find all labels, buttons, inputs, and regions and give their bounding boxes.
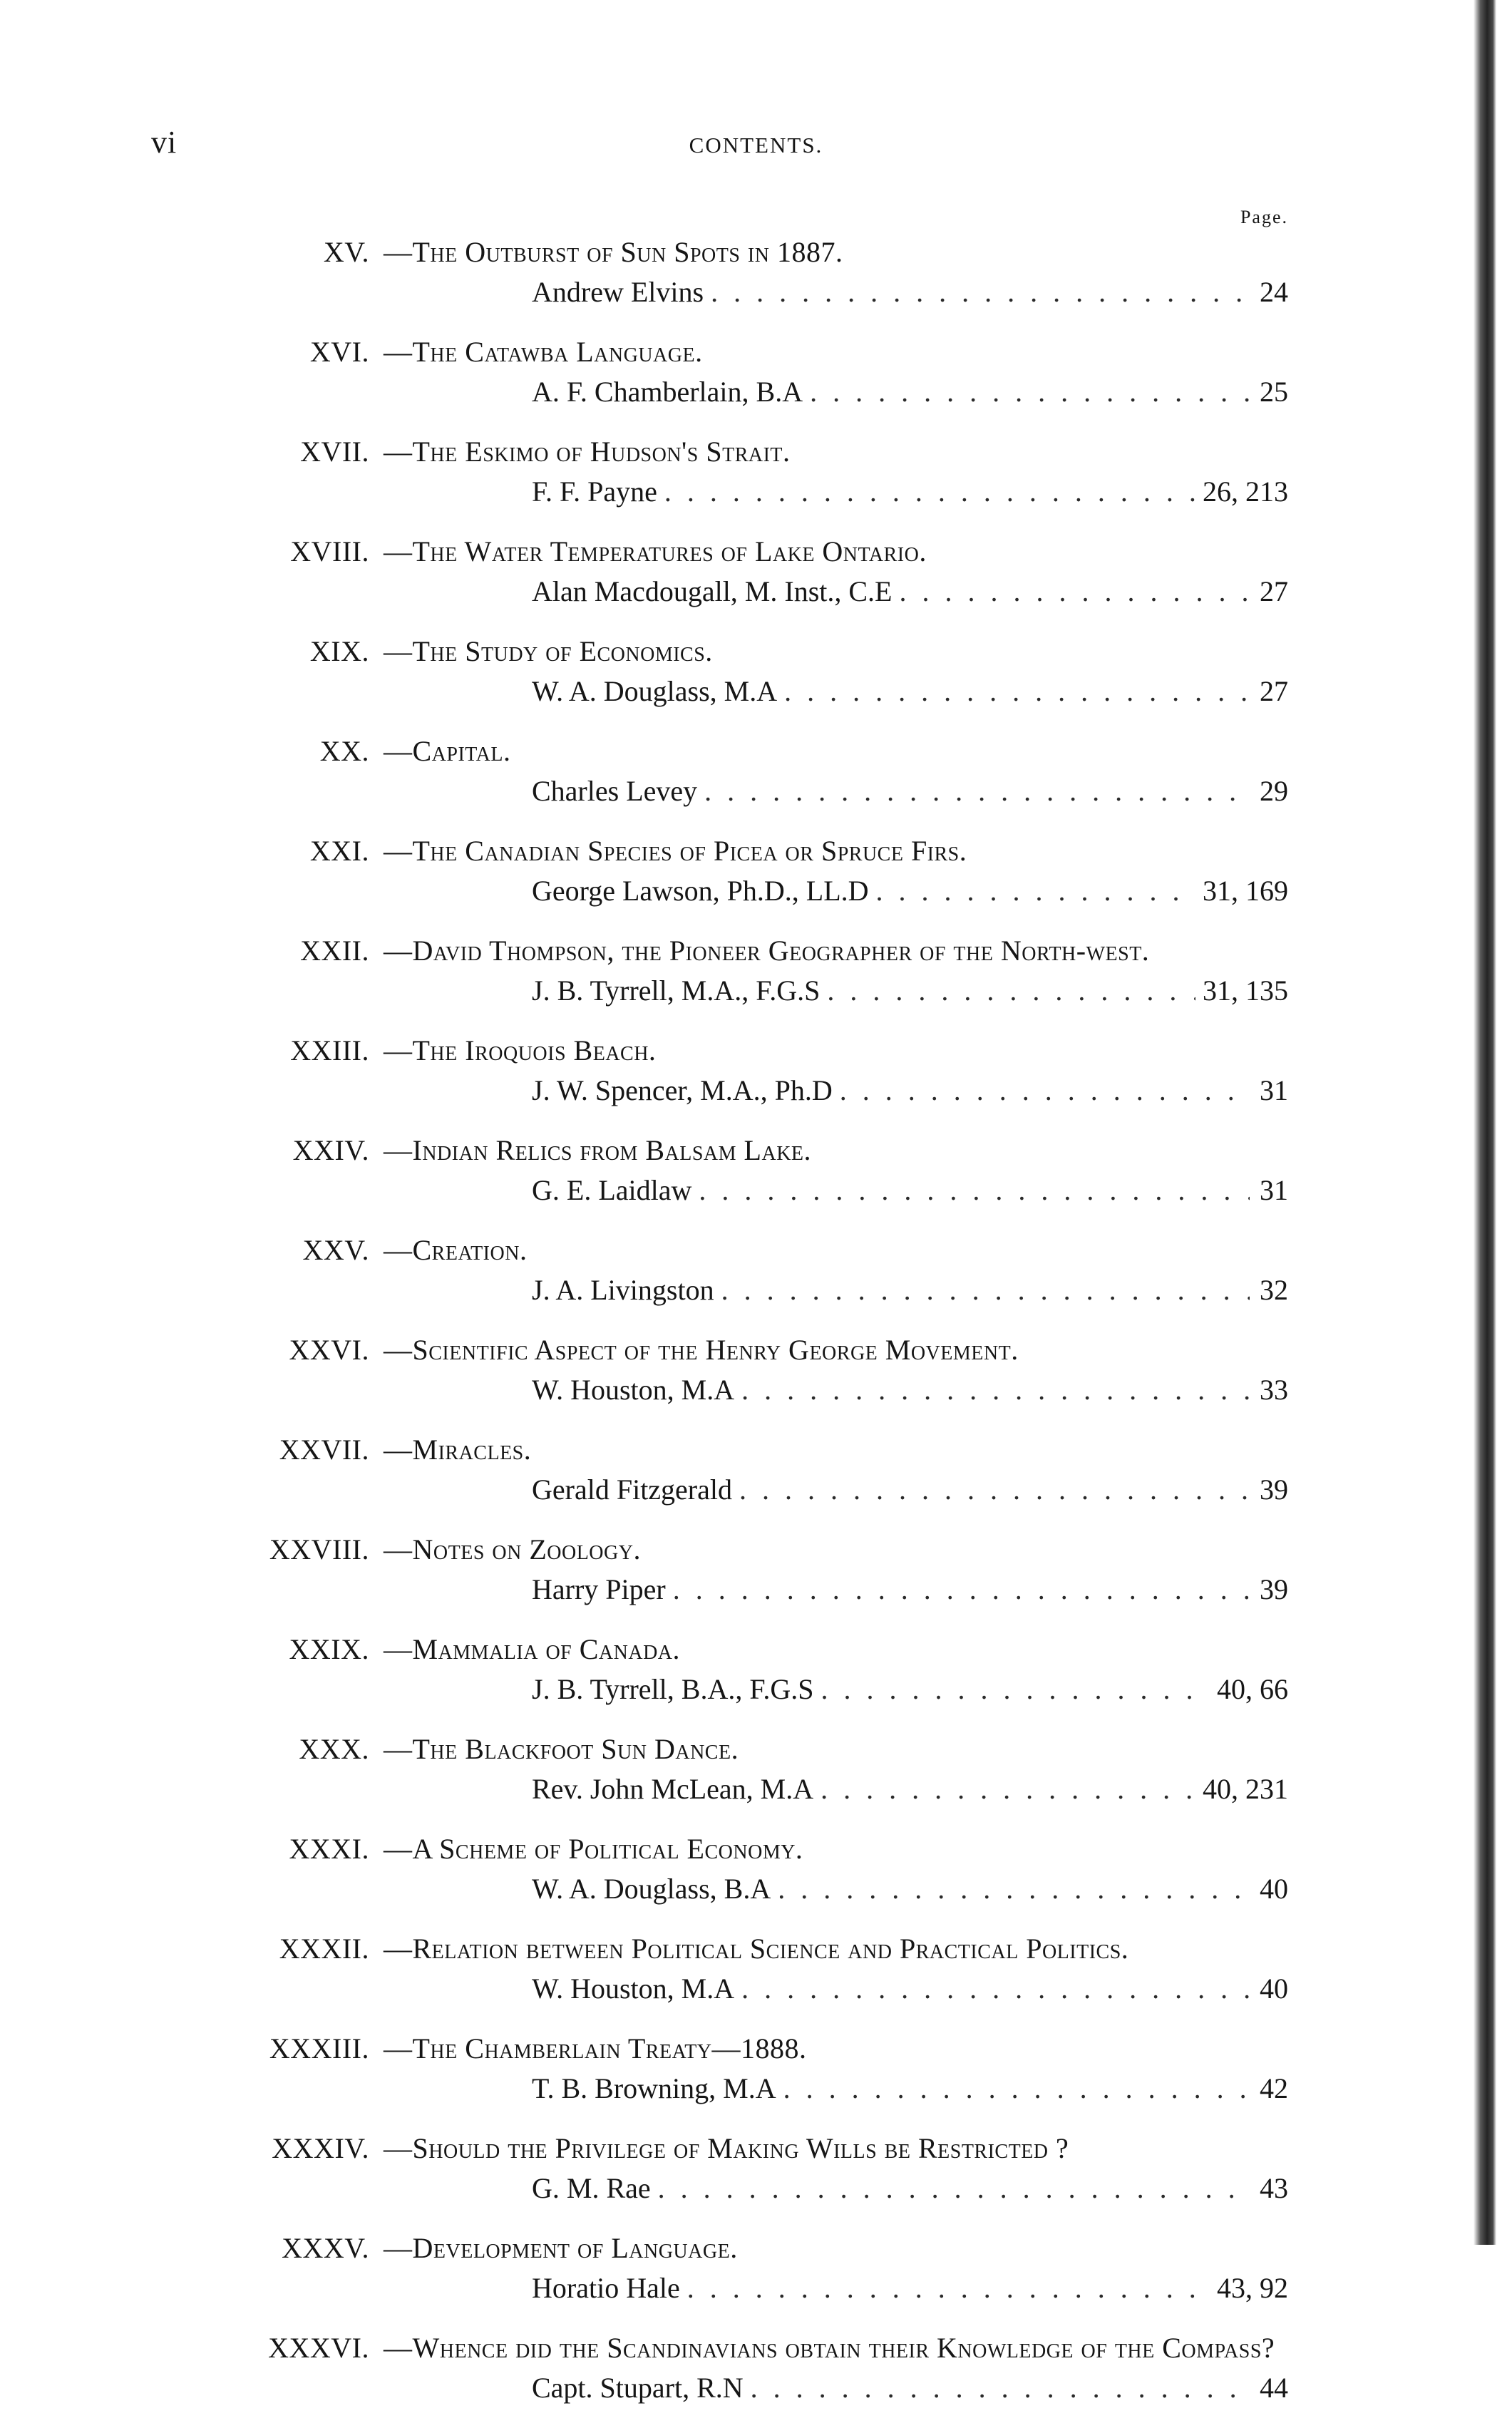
entry-author: G. M. Rae [532,2172,651,2204]
entry-author: J. A. Livingston [532,1274,714,1306]
contents-entry [207,232,1288,312]
entry-title: —Creation. [384,1234,528,1266]
contents-entry [207,1630,1288,1709]
entry-numeral: XXVI. [289,1334,369,1366]
page-column-label: Page. [1240,207,1288,227]
entry-title: —The Water Temperatures of Lake Ontario. [384,535,927,567]
dot-leader [687,2268,1210,2308]
entry-title-line [207,432,1288,472]
entry-title-line [207,1829,1288,1869]
entry-title-line [207,232,1288,272]
entry-title-line [207,831,1288,871]
entry-title-line [207,1530,1288,1570]
entry-title-line [207,332,1288,372]
entry-numeral: XVII. [300,436,369,468]
contents-entry [207,1530,1288,1610]
entry-author: F. F. Payne [532,475,657,508]
dot-leader [900,572,1250,612]
dot-leader [673,1570,1250,1610]
entry-pages: 33 [1260,1374,1288,1406]
contents-entry [207,1330,1288,1410]
dot-leader [876,871,1195,911]
entry-pages: 42 [1260,2072,1288,2104]
entry-title: —David Thompson, the Pioneer Geographer of the North-west. [384,935,1150,967]
dot-leader [711,272,1250,312]
entry-title: —Whence did the Scandinavians obtain their Knowledge of the Compass? [384,2332,1275,2364]
entry-title: —A Scheme of Political Economy. [384,1833,803,1865]
contents-entry [207,931,1288,1011]
dot-leader [821,1769,1195,1809]
entry-numeral: XXXVI. [268,2332,369,2364]
contents-entry [207,1430,1288,1510]
entry-title: —The Iroquois Beach. [384,1034,657,1066]
entry-author-line [207,1969,1288,2009]
entry-numeral: XXXII. [279,1933,369,1965]
entry-title-line [207,1729,1288,1769]
entry-numeral: XVI. [309,336,369,368]
entry-author: W. Houston, M.A [532,1972,735,2005]
dot-leader [751,2368,1250,2408]
contents-entry [207,731,1288,811]
entry-author-line [207,272,1288,312]
entry-title-line [207,1131,1288,1171]
contents-entry [207,2129,1288,2208]
entry-author: Horatio Hale [532,2272,680,2304]
entry-numeral: XXIX. [289,1633,369,1665]
entry-numeral: XXX. [299,1733,369,1765]
entry-title-line [207,2328,1288,2368]
entry-author-line [207,2169,1288,2208]
entry-numeral: XXVII. [279,1434,369,1466]
entry-title: —The Outburst of Sun Spots in 1887. [384,236,843,268]
entry-numeral: XXXIV. [272,2132,369,2164]
entry-pages: 31 [1260,1074,1288,1106]
entry-pages: 43 [1260,2172,1288,2204]
entry-author-line [207,672,1288,711]
entry-title-line [207,1430,1288,1470]
entry-author: Charles Levey [532,775,698,807]
entry-numeral: XXII. [300,935,369,967]
entry-title: —The Eskimo of Hudson's Strait. [384,436,791,468]
entry-author: A. F. Chamberlain, B.A [532,376,803,408]
page-edge-shadow [1474,0,1496,2245]
entry-author: Capt. Stupart, R.N [532,2372,744,2404]
entry-pages: 24 [1260,276,1288,308]
entry-title-line [207,2228,1288,2268]
entry-author: Rev. John McLean, M.A [532,1773,814,1805]
entry-author-line [207,1570,1288,1610]
entry-title: —Mammalia of Canada. [384,1633,681,1665]
contents-entry [207,532,1288,612]
dot-leader [699,1171,1250,1210]
entry-author-line [207,572,1288,612]
entry-pages: 40 [1260,1972,1288,2005]
entry-author-line [207,1270,1288,1310]
entry-numeral: XXXV. [282,2232,369,2264]
dot-leader [821,1670,1210,1709]
entry-pages: 43, 92 [1217,2272,1288,2304]
entry-title-line [207,532,1288,572]
entry-numeral: XXV. [302,1234,369,1266]
contents-entry [207,1031,1288,1111]
entry-title: —The Canadian Species of Picea or Spruce Firs. [384,835,967,867]
dot-leader [840,1071,1250,1111]
entry-author: Alan Macdougall, M. Inst., C.E [532,575,893,607]
entry-title-line [207,1230,1288,1270]
entry-numeral: XX. [319,735,369,767]
entry-author-line [207,771,1288,811]
entry-pages: 44 [1260,2372,1288,2404]
entry-numeral: XXIII. [290,1034,369,1066]
entry-author-line [207,2069,1288,2109]
dot-leader [783,2069,1250,2109]
contents-entry [207,1929,1288,2009]
dot-leader [778,1869,1250,1909]
entry-pages: 31, 135 [1203,974,1288,1007]
entry-numeral: XVIII. [290,535,369,567]
entry-author-line [207,1370,1288,1410]
contents-entry [207,1829,1288,1909]
entry-title-line [207,1929,1288,1969]
entry-author: W. Houston, M.A [532,1374,735,1406]
entry-title: —Development of Language. [384,2232,738,2264]
entry-author-line [207,871,1288,911]
entry-numeral: XXXI. [289,1833,369,1865]
entry-author: Harry Piper [532,1573,666,1605]
entry-author-line [207,1869,1288,1909]
entry-author-line [207,1670,1288,1709]
entry-pages: 31, 169 [1203,875,1288,907]
entry-pages: 31 [1260,1174,1288,1206]
contents-entry [207,2328,1288,2408]
contents-entry [207,632,1288,711]
entry-author: J. B. Tyrrell, B.A., F.G.S [532,1673,814,1705]
entry-numeral: XXVIII. [269,1533,369,1565]
entry-pages: 25 [1260,376,1288,408]
entry-author-line [207,1769,1288,1809]
entry-author: Gerald Fitzgerald [532,1473,732,1506]
entry-author-line [207,1171,1288,1210]
dot-leader [741,1969,1250,2009]
entry-numeral: XXI. [309,835,369,867]
dot-leader [827,971,1195,1011]
entry-author-line [207,1470,1288,1510]
entry-title: —Should the Privilege of Making Wills be Restricted ? [384,2132,1069,2164]
contents-entry [207,1131,1288,1210]
dot-leader [739,1470,1250,1510]
entry-numeral: XIX. [309,635,369,667]
entry-title: —The Study of Economics. [384,635,713,667]
entry-title-line [207,1630,1288,1670]
entry-pages: 40 [1260,1873,1288,1905]
dot-leader [704,771,1250,811]
entry-title: —Indian Relics from Balsam Lake. [384,1134,812,1166]
entry-numeral: XXIV. [292,1134,369,1166]
contents-entry [207,2228,1288,2308]
entry-author-line [207,1071,1288,1111]
entry-title: —The Chamberlain Treaty—1888. [384,2032,807,2064]
entry-title-line [207,931,1288,971]
entry-title: —Miracles. [384,1434,532,1466]
entry-author: G. E. Laidlaw [532,1174,692,1206]
entry-pages: 40, 66 [1217,1673,1288,1705]
entry-title: —Scientific Aspect of the Henry George Movement. [384,1334,1019,1366]
entry-title-line [207,1330,1288,1370]
entry-title-line [207,2129,1288,2169]
entry-author: T. B. Browning, M.A [532,2072,776,2104]
entry-author-line [207,2368,1288,2408]
contents-list [207,232,1288,2428]
entry-title-line [207,632,1288,672]
entry-title: —The Blackfoot Sun Dance. [384,1733,739,1765]
page-number: vi [151,125,178,160]
entry-author-line [207,472,1288,512]
entry-author-line [207,372,1288,412]
entry-title: —The Catawba Language. [384,336,703,368]
dot-leader [658,2169,1250,2208]
contents-entry [207,332,1288,412]
contents-entry [207,1729,1288,1809]
dot-leader [810,372,1250,412]
entry-pages: 39 [1260,1573,1288,1605]
entry-pages: 27 [1260,675,1288,707]
entry-author: J. W. Spencer, M.A., Ph.D [532,1074,833,1106]
entry-numeral: XXXIII. [269,2032,369,2064]
entry-title: —Capital. [384,735,511,767]
entry-pages: 27 [1260,575,1288,607]
entry-author: W. A. Douglass, B.A [532,1873,771,1905]
entry-title-line [207,731,1288,771]
entry-author: Andrew Elvins [532,276,704,308]
entry-title: —Relation between Political Science and Practical Politics. [384,1933,1129,1965]
dot-leader [664,472,1195,512]
entry-title-line [207,2029,1288,2069]
entry-pages: 32 [1260,1274,1288,1306]
entry-pages: 26, 213 [1203,475,1288,508]
contents-entry [207,831,1288,911]
entry-author: W. A. Douglass, M.A [532,675,778,707]
contents-entry [207,1230,1288,1310]
contents-entry [207,432,1288,512]
entry-author: J. B. Tyrrell, M.A., F.G.S [532,974,821,1007]
entry-pages: 39 [1260,1473,1288,1506]
dot-leader [741,1370,1250,1410]
entry-author-line [207,971,1288,1011]
entry-pages: 40, 231 [1203,1773,1288,1805]
entry-pages: 29 [1260,775,1288,807]
entry-title-line [207,1031,1288,1071]
dot-leader [784,672,1250,711]
running-head-title: CONTENTS. [689,133,823,158]
entry-numeral: XV. [323,236,369,268]
dot-leader [721,1270,1250,1310]
entry-author: George Lawson, Ph.D., LL.D [532,875,869,907]
contents-entry [207,2029,1288,2109]
entry-author-line [207,2268,1288,2308]
entry-title: —Notes on Zoology. [384,1533,641,1565]
